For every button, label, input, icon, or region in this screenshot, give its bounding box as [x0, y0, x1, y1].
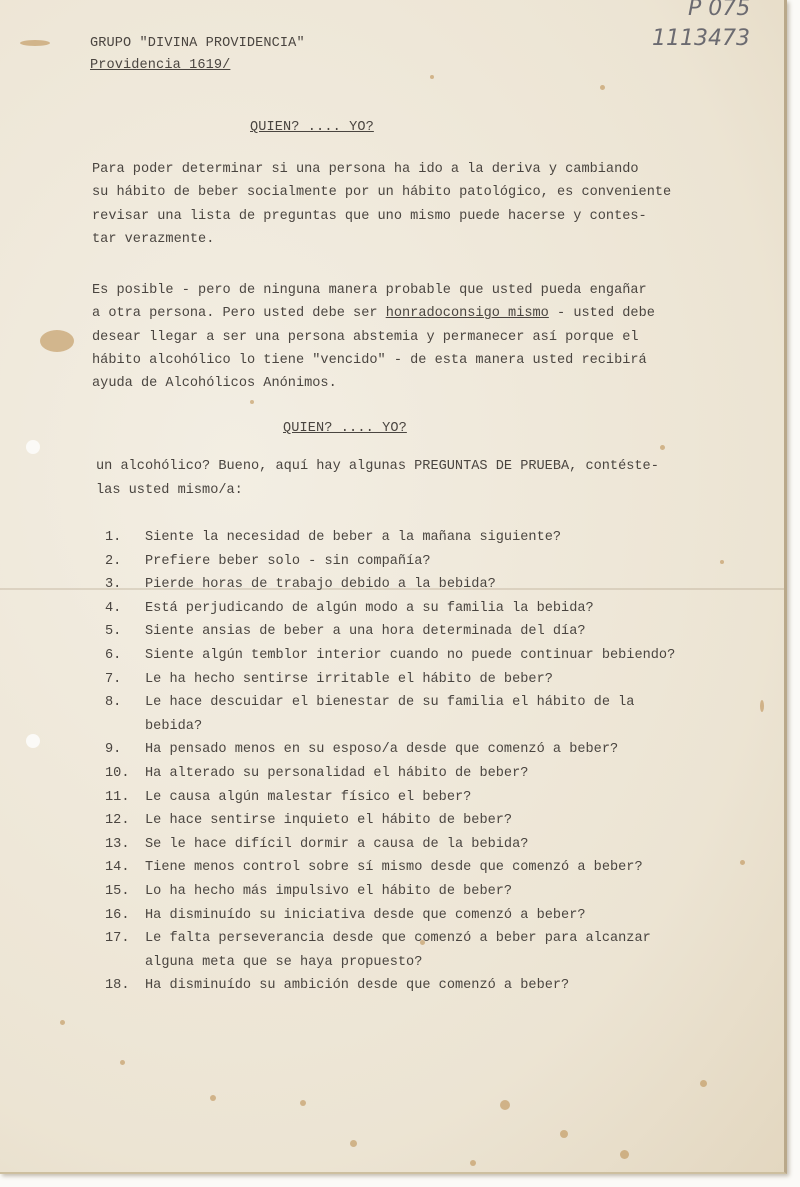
stain — [620, 1150, 629, 1159]
stain — [430, 75, 434, 79]
question-number: 9. — [105, 742, 122, 758]
stain — [740, 860, 745, 865]
address: Providencia 1619/ — [90, 58, 231, 73]
question-number: 12. — [105, 813, 130, 829]
question-text: Ha pensado menos en su esposo/a desde que comenzó a beber? — [145, 742, 619, 758]
question-text: Siente ansias de beber a una hora determinada del día? — [145, 624, 586, 640]
question-number: 18. — [105, 978, 130, 994]
stain — [250, 400, 254, 404]
text-line: las usted mismo/a: — [96, 483, 243, 498]
question-item — [105, 931, 651, 946]
question-number: 10. — [105, 766, 130, 781]
question-text: Ha disminuído su iniciativa desde que comenzó a beber? — [145, 907, 586, 923]
question-item — [105, 554, 431, 569]
question-item — [105, 530, 561, 545]
question-item — [105, 601, 594, 616]
question-number: 8. — [105, 695, 122, 711]
paragraph-2 — [92, 279, 655, 395]
question-item — [105, 695, 634, 710]
document-title: QUIEN? .... YO? — [250, 120, 374, 135]
text-line: desear llegar a ser una persona abstemia y permanecer así porque el — [92, 329, 639, 345]
question-text: Le ha hecho sentirse irritable el hábito de beber? — [145, 671, 553, 687]
question-number: 7. — [105, 671, 122, 687]
question-number: 4. — [105, 600, 122, 616]
question-number: 16. — [105, 907, 130, 923]
punch-hole — [26, 440, 40, 454]
question-item — [105, 860, 643, 875]
text-line: hábito alcohólico lo tiene "vencido" - de esta manera usted recibirá — [92, 352, 647, 368]
question-text-continued: bebida? — [145, 718, 203, 734]
question-text-continued: alguna meta que se haya propuesto? — [145, 954, 423, 970]
question-text: Está perjudicando de algún modo a su familia la bebida? — [145, 600, 594, 616]
question-item — [105, 813, 512, 828]
question-item — [105, 577, 496, 592]
text-line: un alcohólico? Bueno, aquí hay algunas PREGUNTAS DE PRUEBA, contéste- — [96, 459, 659, 474]
question-item — [105, 742, 618, 757]
punch-hole — [26, 734, 40, 748]
stain — [20, 40, 50, 46]
question-number: 15. — [105, 884, 130, 899]
question-text: Le hace sentirse inquieto el hábito de beber? — [145, 813, 513, 829]
question-number: 1. — [105, 530, 122, 545]
question-text: Lo ha hecho más impulsivo el hábito de beber? — [145, 884, 513, 899]
text-line: revisar una lista de preguntas que uno mismo puede hacerse y contes- — [92, 208, 647, 224]
question-item — [105, 672, 553, 687]
question-text: Siente algún temblor interior cuando no puede continuar bebiendo? — [145, 648, 676, 663]
question-number: 17. — [105, 931, 130, 947]
question-text: Le causa algún malestar físico el beber? — [145, 789, 472, 805]
text-line: Para poder determinar si una persona ha ido a la deriva y cambiando — [92, 162, 639, 177]
stain — [660, 445, 665, 450]
text-line — [92, 302, 655, 325]
question-text: Ha alterado su personalidad el hábito de beber? — [145, 766, 529, 781]
question-item — [105, 884, 512, 899]
stain — [60, 1020, 65, 1025]
question-number: 3. — [105, 577, 122, 593]
text-line: Es posible - pero de ninguna manera probable que usted pueda engañar — [92, 283, 647, 298]
text-line: ayuda de Alcohólicos Anónimos. — [92, 376, 337, 392]
stain — [500, 1100, 510, 1110]
question-number: 14. — [105, 860, 130, 876]
question-text: Le falta perseverancia desde que comenzó a beber para alcanzar — [145, 931, 651, 947]
stain — [760, 700, 764, 712]
intro — [96, 454, 659, 502]
paragraph-1 — [92, 158, 671, 251]
stain — [600, 85, 605, 90]
stain — [40, 330, 74, 352]
stain — [300, 1100, 306, 1106]
question-number: 5. — [105, 624, 122, 640]
question-text: Tiene menos control sobre sí mismo desde que comenzó a beber? — [145, 860, 643, 876]
question-text: Siente la necesidad de beber a la mañana siguiente? — [145, 530, 562, 545]
text-line: tar verazmente. — [92, 231, 215, 247]
text-line: su hábito de beber socialmente por un hábito patológico, es conveniente — [92, 185, 672, 201]
underlined-text: honradoconsigo mismo — [385, 306, 549, 322]
question-text: Prefiere beber solo - sin compañía? — [145, 553, 431, 569]
question-item — [105, 648, 675, 663]
question-item — [105, 908, 586, 923]
stain — [470, 1160, 476, 1166]
question-number: 2. — [105, 553, 122, 569]
group-name: GRUPO "DIVINA PROVIDENCIA" — [90, 36, 305, 51]
stain — [700, 1080, 707, 1087]
question-text: Le hace descuidar el bienestar de su familia el hábito de la — [145, 695, 635, 711]
section-title: QUIEN? .... YO? — [283, 421, 407, 436]
question-item — [105, 790, 471, 805]
stain — [350, 1140, 357, 1147]
question-number: 11. — [105, 789, 130, 805]
text-span: a otra persona. Pero usted debe ser — [92, 306, 386, 322]
stain — [210, 1095, 216, 1101]
question-text: Se le hace difícil dormir a causa de la bebida? — [145, 836, 529, 852]
question-number: 13. — [105, 836, 130, 852]
handwritten-ref: 1113473 — [652, 26, 750, 51]
question-number: 6. — [105, 648, 122, 663]
stain — [120, 1060, 125, 1065]
handwritten-ref: P 075 — [688, 0, 751, 21]
text-span: - usted debe — [548, 306, 655, 322]
question-item — [105, 978, 569, 993]
question-text: Ha disminuído su ambición desde que comenzó a beber? — [145, 978, 570, 994]
stain — [560, 1130, 568, 1138]
stain — [720, 560, 724, 564]
question-item — [105, 624, 586, 639]
question-item — [105, 837, 528, 852]
question-item — [105, 766, 528, 781]
question-text: Pierde horas de trabajo debido a la bebida? — [145, 577, 496, 593]
